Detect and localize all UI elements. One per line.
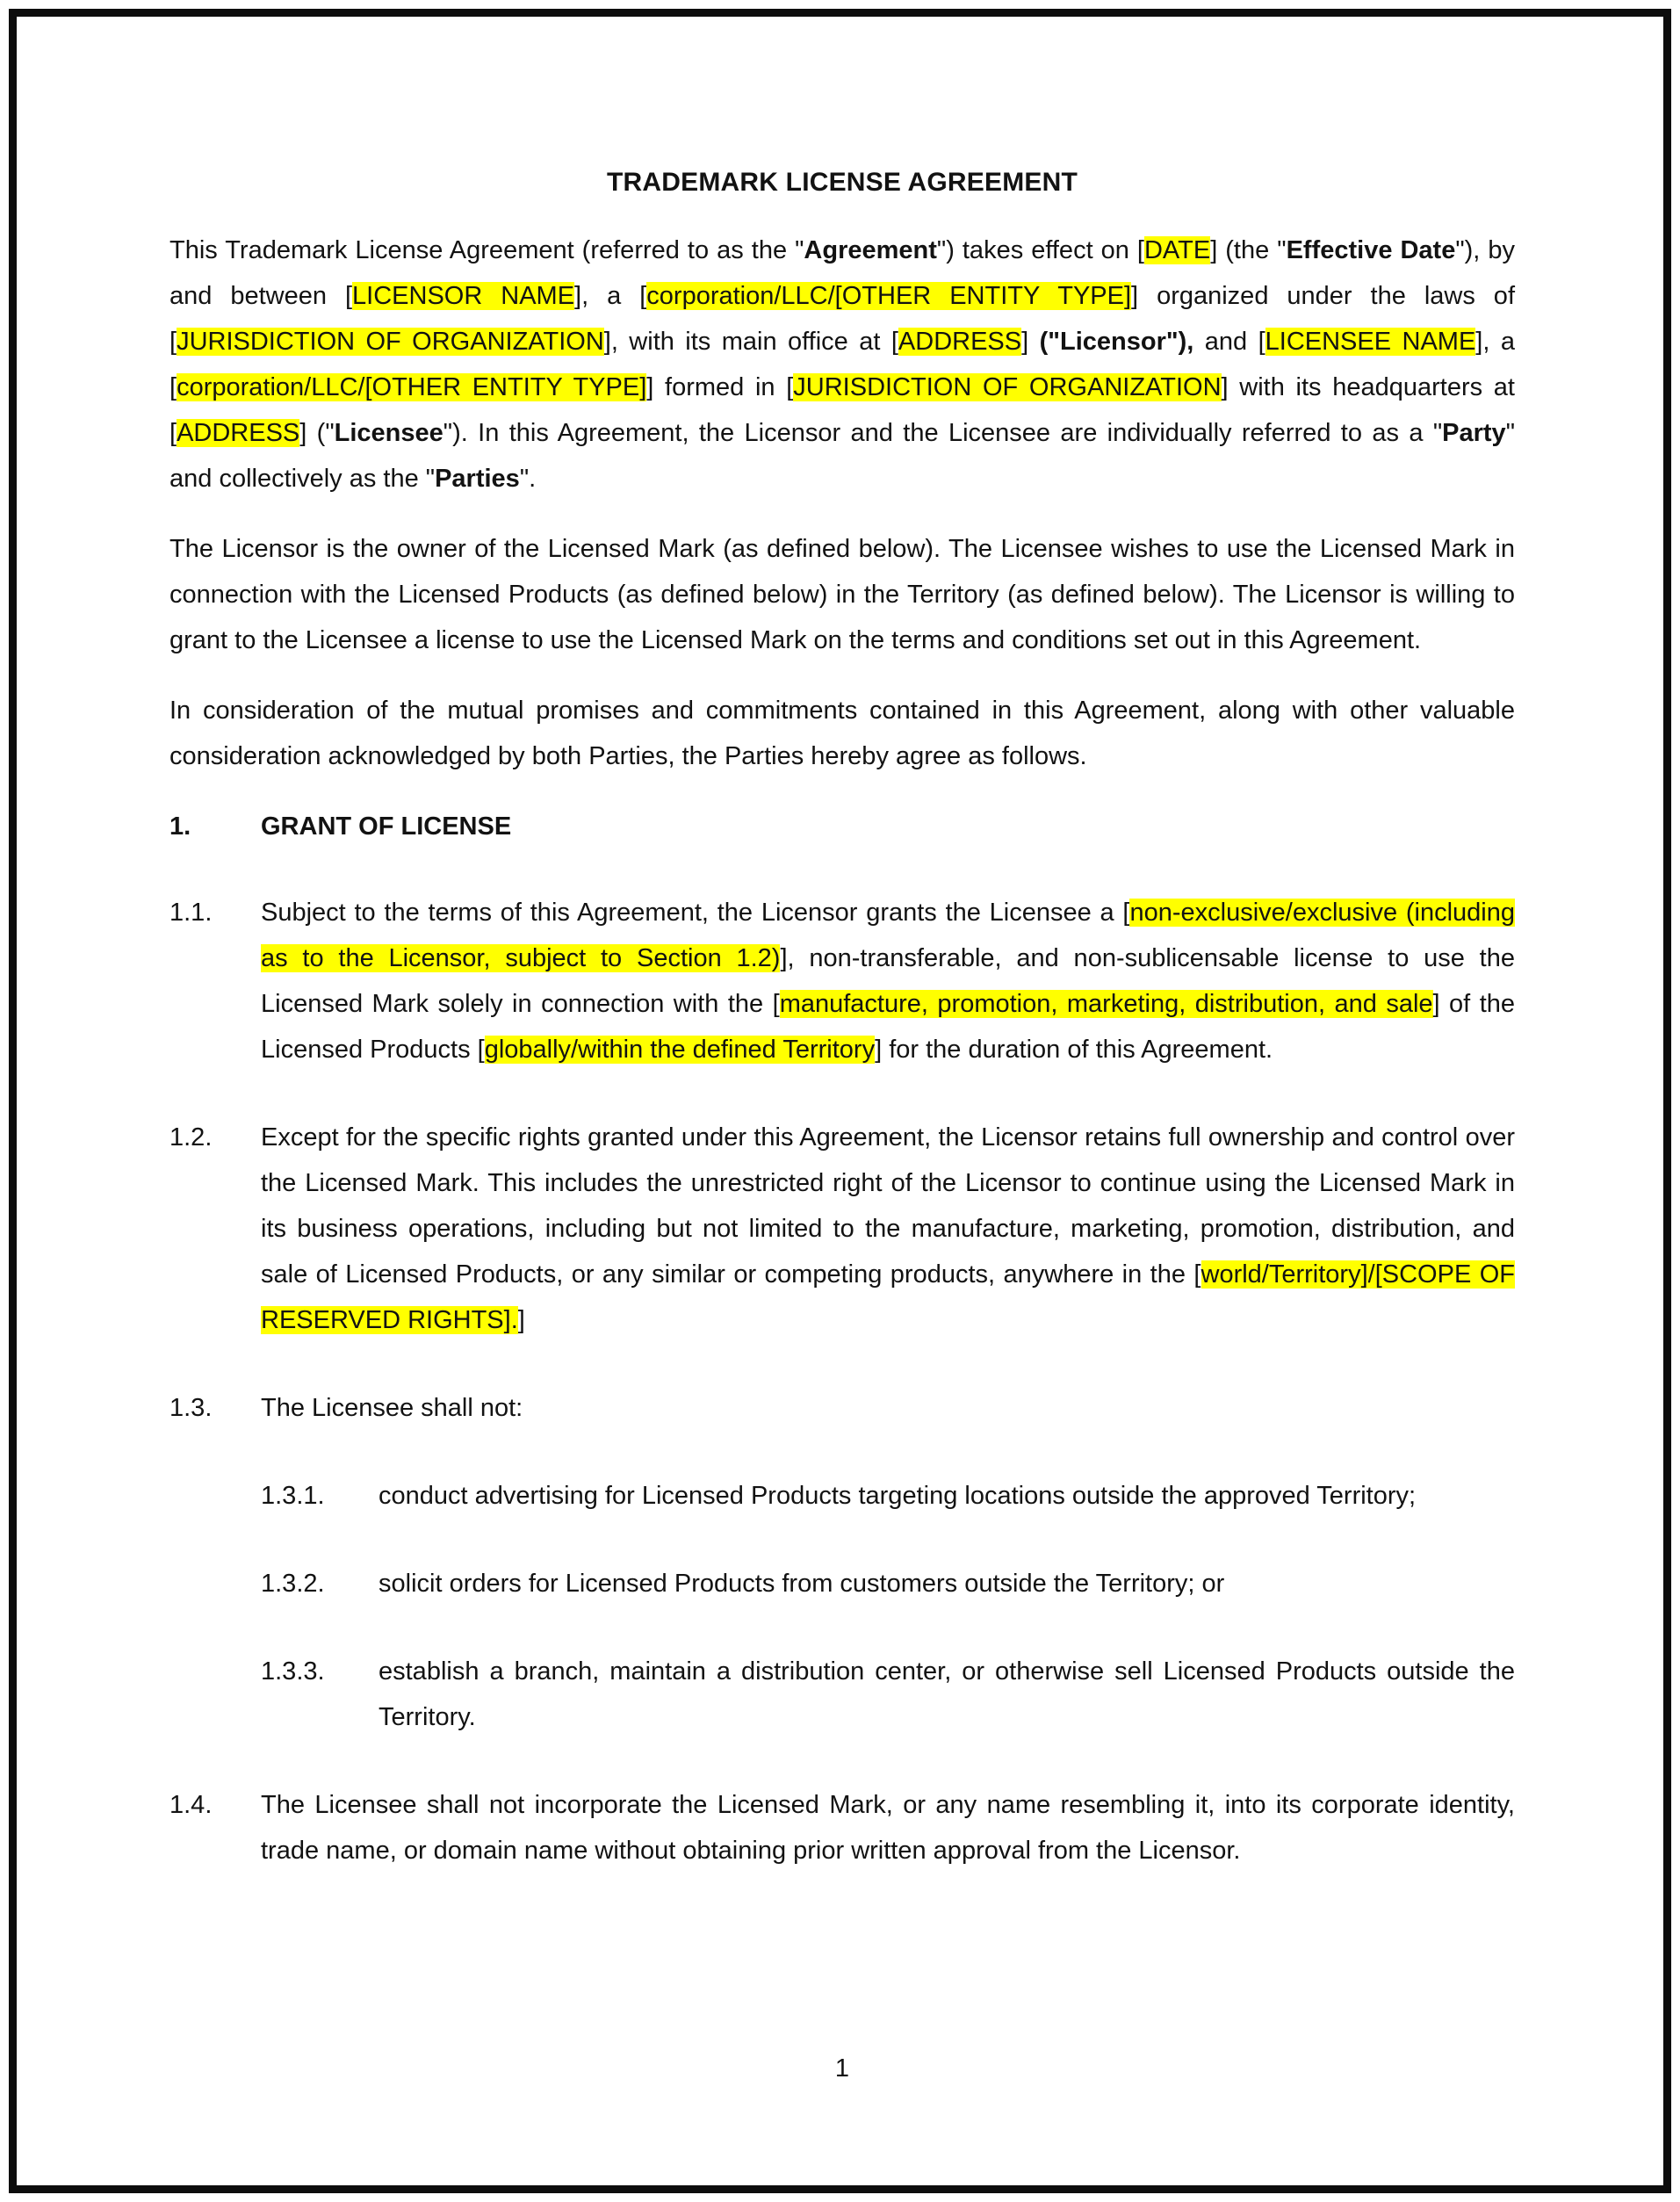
clause-1-3-1: [169, 1473, 1515, 1519]
text-run: "). In this Agreement, the Licensor and the Licensee are individually referred to as a ": [443, 419, 1443, 447]
text-run: This Trademark License Agreement (referred to as the ": [169, 236, 804, 264]
text-run: The Licensee shall not incorporate the Licensed Mark, or any name resembling it, into its corporate identity, trade name, or domain name without obtaining prior written approval from the Licensor.: [261, 1791, 1515, 1865]
bold-text: ("Licensor"),: [1039, 328, 1194, 356]
text-run: solicit orders for Licensed Products from customers outside the Territory; or: [379, 1570, 1225, 1598]
clause-1-3-3: [169, 1649, 1515, 1740]
highlighted-placeholder: manufacture, promotion, marketing, distribution, and sale: [779, 990, 1433, 1018]
text-run: establish a branch, maintain a distribution center, or otherwise sell Licensed Products outside the Territory.: [379, 1657, 1515, 1731]
text-run: ]: [517, 1306, 525, 1334]
text-run: Subject to the terms of this Agreement, the Licensor grants the Licensee a [: [261, 899, 1130, 927]
item-number: 1.1.: [169, 899, 213, 927]
highlighted-placeholder: ADDRESS: [177, 419, 300, 447]
clause-1-1: [169, 890, 1515, 1072]
text-run: ]: [1021, 328, 1040, 356]
highlighted-placeholder: JURISDICTION OF ORGANIZATION: [793, 373, 1222, 401]
document-body: [169, 227, 1515, 1874]
text-run: ] formed in [: [646, 373, 794, 401]
text-run: ], with its main office at [: [603, 328, 898, 356]
highlighted-placeholder: DATE: [1143, 236, 1211, 264]
clause-1-2: [169, 1115, 1515, 1343]
text-run: ] of the Licensed Products [: [261, 990, 1516, 1064]
highlighted-placeholder: world/Territory]/[SCOPE OF RESERVED RIGHTS].: [261, 1260, 1515, 1334]
item-number: 1.3.: [169, 1394, 213, 1422]
text-run: ], a [: [169, 328, 1515, 401]
item-number: 1.4.: [169, 1791, 213, 1819]
section-1-heading: [169, 804, 1515, 849]
text-run: ] with its headquarters at [: [169, 373, 1515, 447]
consideration-paragraph: [169, 688, 1515, 779]
intro-paragraph: [169, 227, 1515, 502]
bold-text: Parties: [435, 465, 520, 493]
text-run: ] organized under the laws of [: [169, 282, 1515, 356]
text-run: conduct advertising for Licensed Products targeting locations outside the approved Territory;: [379, 1482, 1417, 1510]
highlighted-placeholder: corporation/LLC/[OTHER ENTITY TYPE]: [177, 373, 647, 401]
highlighted-placeholder: JURISDICTION OF ORGANIZATION: [177, 328, 604, 356]
bold-text: Effective Date: [1286, 236, 1456, 264]
bold-text: Agreement: [804, 236, 937, 264]
text-run: Except for the specific rights granted under this Agreement, the Licensor retains full ownership and control over the Licensed Mark. This includes the unrestricted right of the Licensor to continue using the Licensed Mark in its business operations, including but not limited to the manufacture, marketing, promotion, distribution, and sale of Licensed Products, or any similar or competing products, anywhere in the [: [261, 1123, 1515, 1289]
bold-text: Licensee: [334, 419, 443, 447]
text-run: ") takes effect on [: [936, 236, 1144, 264]
item-number: 1.: [169, 812, 191, 841]
text-run: ], non-transferable, and non-sublicensable license to use the Licensed Mark solely in connection with the [: [261, 944, 1515, 1018]
page-content: [169, 0, 1515, 2202]
item-number: 1.3.1.: [261, 1482, 325, 1510]
bold-text: GRANT OF LICENSE: [261, 812, 512, 841]
text-run: " and collectively as the ": [169, 419, 1515, 493]
highlighted-placeholder: LICENSOR NAME: [352, 282, 575, 310]
text-run: ] (": [299, 419, 335, 447]
text-run: The Licensor is the owner of the Licensed Mark (as defined below). The Licensee wishes to use the Licensed Mark in connection with the Licensed Products (as defined below) in the Territory (as defined below). The Licensor is willing to grant to the Licensee a license to use the Licensed Mark on the terms and conditions set out in this Agreement.: [169, 535, 1515, 654]
text-run: ".: [519, 465, 537, 493]
clause-1-3: [169, 1385, 1515, 1431]
highlighted-placeholder: corporation/LLC/[OTHER ENTITY TYPE]: [646, 282, 1132, 310]
highlighted-placeholder: globally/within the defined Territory: [484, 1036, 876, 1064]
highlighted-placeholder: ADDRESS: [898, 328, 1022, 356]
document-title: TRADEMARK LICENSE AGREEMENT: [607, 168, 1078, 197]
text-run: ] for the duration of this Agreement.: [875, 1036, 1273, 1064]
text-run: "), by and between [: [169, 236, 1515, 310]
text-run: ] (the ": [1210, 236, 1287, 264]
background-paragraph: [169, 526, 1515, 663]
highlighted-placeholder: LICENSEE NAME: [1265, 328, 1476, 356]
clause-1-3-2: [169, 1561, 1515, 1606]
text-run: The Licensee shall not:: [261, 1394, 523, 1422]
clause-1-4: [169, 1782, 1515, 1874]
item-number: 1.3.2.: [261, 1570, 325, 1598]
text-run: and [: [1193, 328, 1265, 356]
text-run: In consideration of the mutual promises and commitments contained in this Agreement, along with other valuable consideration acknowledged by both Parties, the Parties hereby agree as follows.: [169, 697, 1515, 770]
item-number: 1.3.3.: [261, 1657, 325, 1686]
page-number: 1: [834, 2054, 850, 2083]
item-number: 1.2.: [169, 1123, 213, 1152]
bold-text: Party: [1442, 419, 1506, 447]
highlighted-placeholder: non-exclusive/exclusive (including as to the Licensor, subject to Section 1.2): [261, 899, 1515, 972]
text-run: ], a [: [574, 282, 647, 310]
